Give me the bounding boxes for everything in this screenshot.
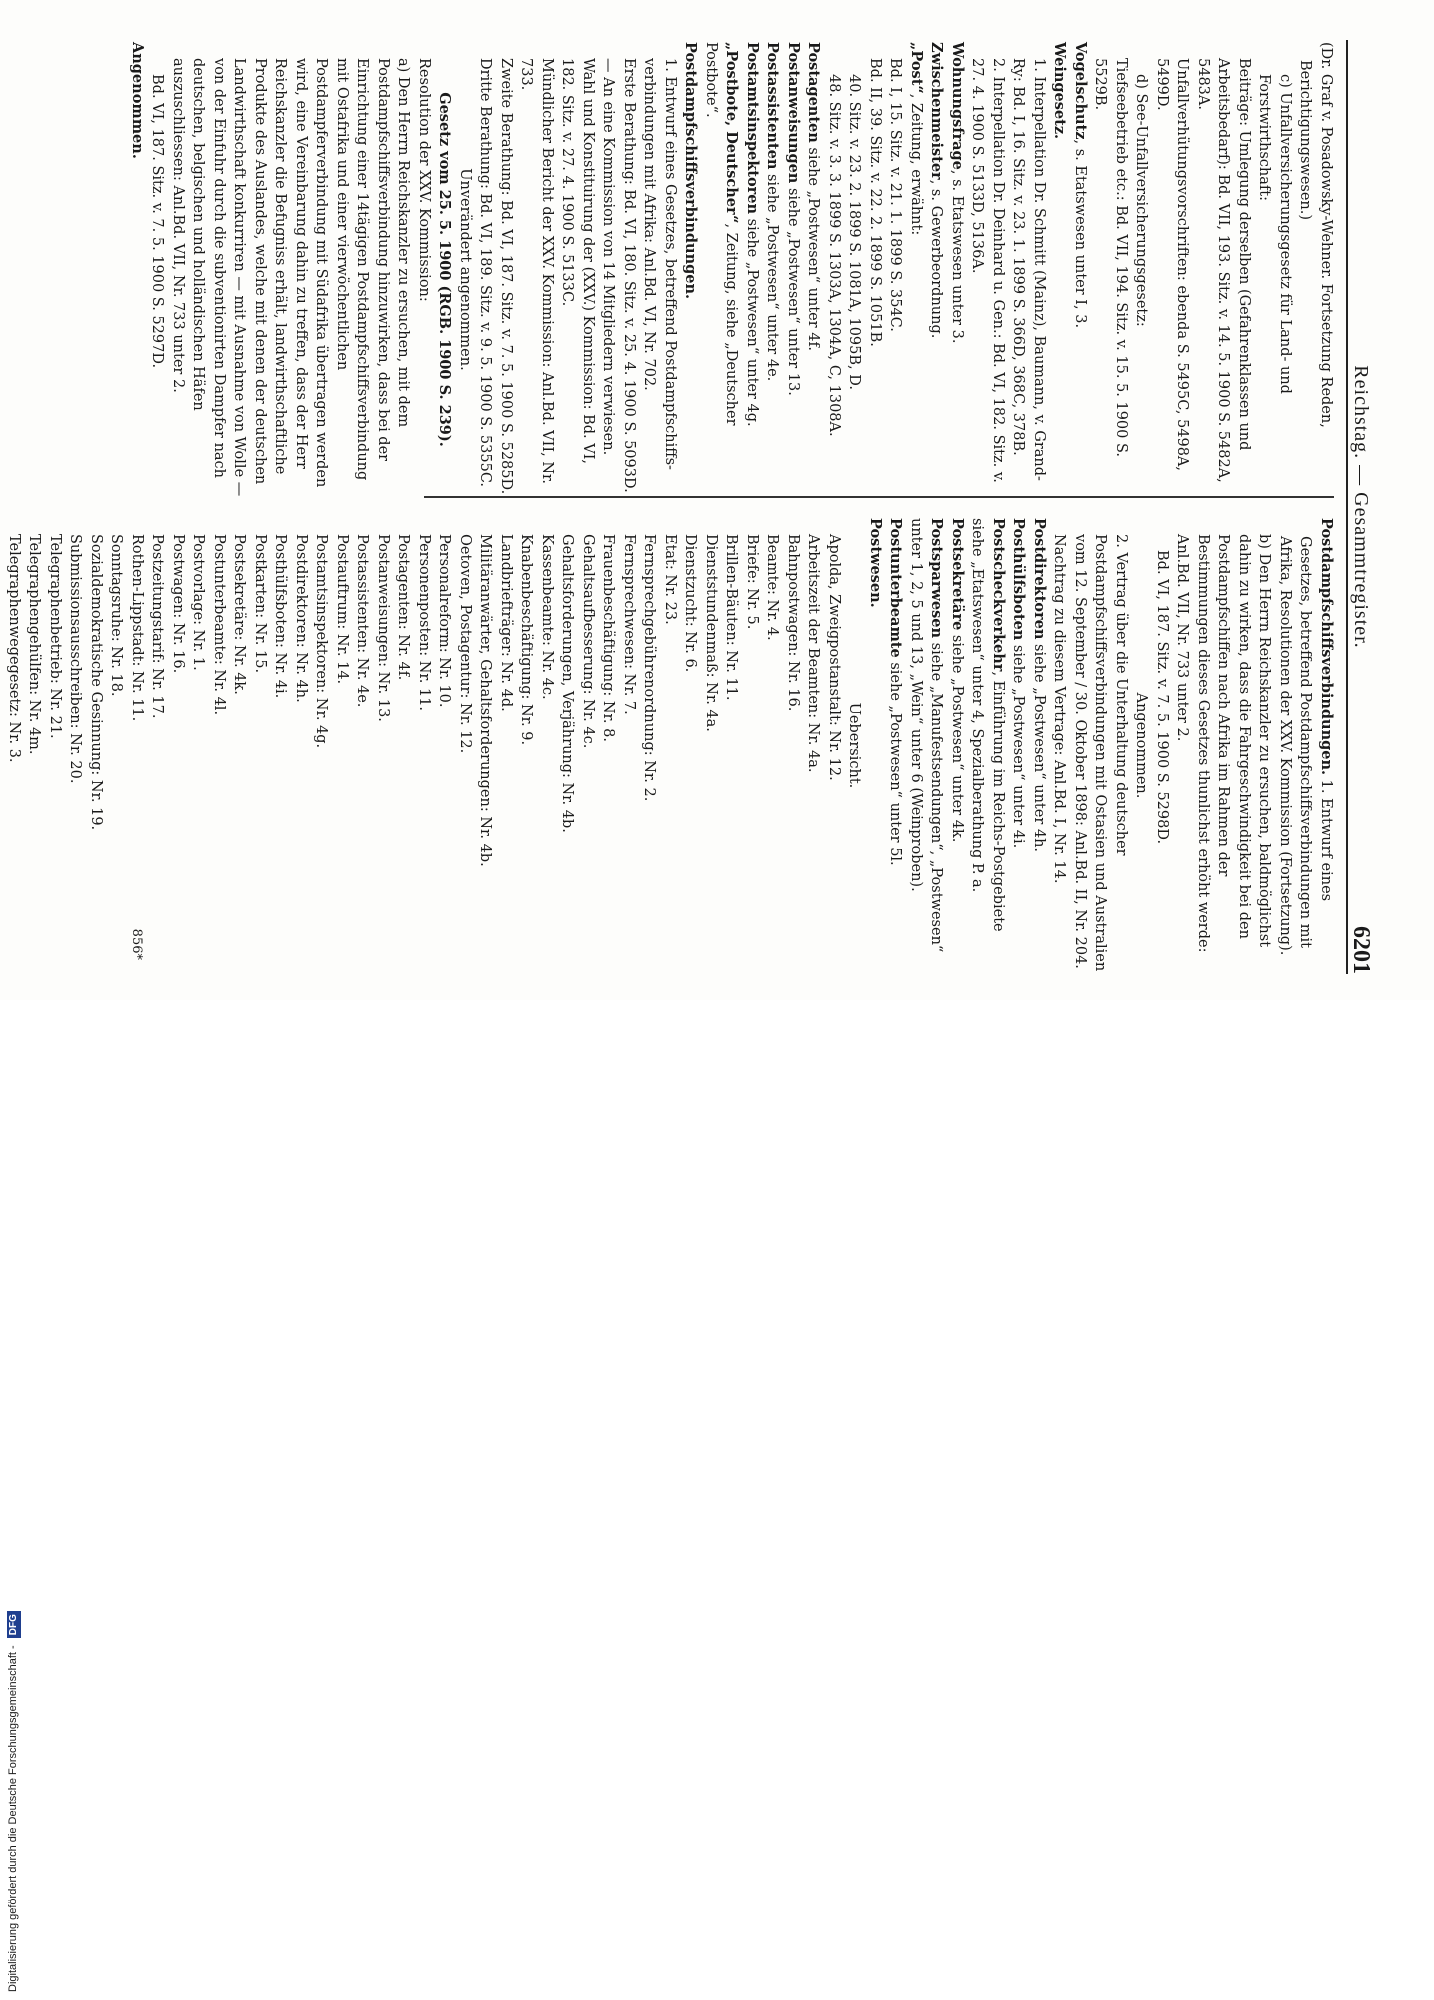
index-entry: Posthülfsboten siehe „Postwesen“ unter 4i. <box>1010 518 1028 849</box>
index-entry: 48. Sitz. v. 3. 3. 1899 S. 1303A, 1304A, C, 1308A. <box>826 74 842 437</box>
index-entry: Postassistenten: Nr. 4e. <box>354 534 371 708</box>
index-entry: d) See-Unfallversicherungsgesetz: <box>1133 74 1150 327</box>
left-column <box>127 42 1337 497</box>
index-entry: Postdirektoren siehe „Postwesen“ unter 4h. <box>1031 518 1048 853</box>
index-entry: Personalreform: Nr. 10. <box>436 534 453 708</box>
index-entry: Postdirektoren: Nr. 4h. <box>293 534 309 703</box>
index-entry: (Dr. Graf v. Posadowsky-Wehner. Fortsetzung Reden, Berichtigungswesen.) <box>1297 42 1334 428</box>
index-entry: Landbriefträger: Nr. 4d. <box>498 534 514 712</box>
page-number: 6201 <box>1348 926 1374 974</box>
index-entry: 2. Vertrag über die Unterhaltung deutscher Postdampfschiffsverbindungen mit Ostasien und Australien vom 12. September / 30. Oktober 1898: Anl.Bd. II, Nr. 204. <box>1072 534 1129 972</box>
index-entry: Knabenbeschäftigung: Nr. 9. <box>518 534 535 746</box>
index-entry: 1. Interpellation Dr. Schmitt (Mainz), Baumann, v. Grand-Ry: Bd. I, 16. Sitz. v. 23. 1. 1899 S. 366D, 368C, 378B. <box>1010 58 1047 481</box>
index-entry: Gehaltsforderungen, Verjährung: Nr. 4b. <box>559 534 576 833</box>
index-entry: Postvorlage: Nr. 1. <box>190 534 207 671</box>
index-entry: Dienststundenmaß: Nr. 4a. <box>703 534 719 732</box>
index-entry: Postauftrum: Nr. 14. <box>334 534 350 685</box>
index-entry: Gehaltsaufbesserung: Nr. 4c. <box>580 534 596 749</box>
page-header <box>1344 40 1384 974</box>
index-entry: Unverändert angenommen. <box>457 168 473 371</box>
dfg-logo: DFG <box>7 1611 21 1638</box>
index-entry: Postscheckverkehr, Einführung im Reichs-Postgebiete siehe „Etatswesen“ unter 4, Spezialberathung P. a. <box>969 518 1007 932</box>
right-column <box>0 518 1336 973</box>
index-entry: Bd. VI, 187. Sitz. v. 7. 5. 1900 S. 5297D. <box>149 74 166 369</box>
index-entry: Postsekretäre siehe „Postwesen“ unter 4k. <box>949 518 966 843</box>
index-entry: Angenommen. <box>129 42 146 159</box>
index-entry: Dritte Berathung: Bd. VI, 189. Sitz. v. 9. 5. 1900 S. 5355C. <box>477 58 494 488</box>
index-entry: Rothen-Lippstadt: Nr. 11. <box>129 534 145 722</box>
index-entry: Postassistenten siehe „Postwesen“ unter 4e. <box>764 42 782 382</box>
index-entry: Postsparwesen siehe „Manufestsendungen“, „Postwesen“ unter 1, 2, 5 und 13, „Wein“ unter 6 (Weinproben). <box>908 518 946 953</box>
index-entry: Brillen-Bäuten: Nr. 11. <box>723 534 740 701</box>
index-entry: Sozialdemokratische Gesinnung: Nr. 19. <box>88 534 104 831</box>
index-entry: Postamtsinspektoren: Nr. 4g. <box>313 534 330 749</box>
signature-mark: 856* <box>129 928 144 960</box>
index-entry: Submissionsausschreiben: Nr. 20. <box>67 534 84 784</box>
index-entry: Zwischenmeister, s. Gewerbeordnung. <box>928 42 946 339</box>
index-entry: Fernsprechgebührenordnung: Nr. 2. <box>641 534 658 802</box>
index-entry: Postkarten: Nr. 15. <box>252 534 268 674</box>
index-entry: Postdampfschiffsverbindungen. 1. Entwurf eines Gesetzes, betreffend Postdampfschiffsverbindungen mit Afrika, Resolutionen der XXV. Kommission (Fortsetzung). <box>1277 518 1335 956</box>
header-rule <box>1346 40 1348 974</box>
index-entry: Postagenten: Nr. 4f. <box>395 534 412 681</box>
index-entry: Postwesen. <box>867 518 884 608</box>
digitization-text: Digitalisierung gefördert durch die Deutsche Forschungsgemeinschaft - <box>7 1645 19 1992</box>
index-entry: Zweite Berathung: Bd. VI, 187. Sitz. v. 7. 5. 1900 S. 5285D. <box>498 58 514 495</box>
index-entry: Etat: Nr. 23. <box>662 534 678 625</box>
index-entry: Weingesetz. <box>1051 42 1069 140</box>
index-entry: Arbeitszeit der Beamten: Nr. 4a. <box>805 534 822 773</box>
index-entry: b) Den Herrn Reichskanzler zu ersuchen, baldmöglichst dahin zu wirken, dass die Fahrgeschwindigkeit bei den Postdampfschiffen nach Afrika im Rahmen der Bestimmungen dieses Gesetzes thunlichst erhöht werde: Anl.Bd. VII, Nr. 733 unter 2. <box>1174 534 1273 953</box>
index-entry: Postdampfschiffsverbindungen. <box>682 42 700 300</box>
index-entry: Posthülfsboten: Nr. 4i. <box>272 534 289 699</box>
index-entry: Kassenbeamte: Nr. 4c. <box>539 534 555 700</box>
index-entry: 1. Entwurf eines Gesetzes, betreffend Postdampfschiffs-verbindungen mit Afrika: Anl.Bd. VI, Nr. 702. <box>641 58 678 470</box>
index-entry: Erste Berathung: Bd. VI, 180. Sitz. v. 25. 4. 1900 S. 5093D. — An eine Kommission von 14 Mitgliedern verwiesen. <box>600 58 637 493</box>
index-entry: Postunterbeamte: Nr. 4l. <box>211 534 227 716</box>
index-entry: a) Den Herrn Reichskanzler zu ersuchen, mit dem Postdampfschiffsverbindung hinzuwirken, dass bei der Einrichtung einer 14tägigen Postdampfschiffsverbindung mit Ostafrika und einer vierwöchentlichen Postdampferverbindung mit Südafrika übertragen werden wird, eine Vereinbarung dahin zu treffen, dass der Herr Reichskanzler die Befugniss erhält, landwirthschaftliche Produkte des Auslandes, welche mit denen der deutschen Landwirthschaft konkurriren — mit Ausnahme von Wolle — von der Einfuhr durch die subventionirten Dampfer nach deutschen, belgischen und holländischen Häfen auszuschliessen: Anl.Bd. VII, Nr. 733 unter 2. <box>170 58 412 497</box>
index-entry: Resolution der XXV. Kommission: <box>416 58 432 302</box>
index-entry: Angenommen. <box>1133 692 1150 799</box>
index-entry: Postwagen: Nr. 16. <box>170 534 186 674</box>
index-entry: Dienstzucht: Nr. 6. <box>682 534 699 673</box>
index-entry: Postanweisungen: Nr. 13. <box>375 534 391 722</box>
index-entry: Unfallverhütungsvorschriften: ebenda S. 5495C, 5498A, 5499D. <box>1154 58 1191 472</box>
index-entry: Militäranwärter, Gehaltsforderungen: Nr. 4b. <box>477 534 494 867</box>
index-entry: Wohnungsfrage, s. Etatswesen unter 3. <box>949 42 966 344</box>
index-entry: Tiefseebetrieb etc.: Bd. VII, 194. Sitz. v. 15. 5. 1900 S. 5529B. <box>1092 58 1129 458</box>
index-entry: Oetoven, Postagentur: Nr. 12. <box>457 534 473 754</box>
index-entry: „Postbote, Deutscher“, Zeitung, siehe „Deutscher Postbote“. <box>703 42 741 426</box>
index-entry: Personenposten: Nr. 11. <box>416 534 432 712</box>
index-entry: Postanweisungen siehe „Postwesen“ unter 13. <box>785 42 802 396</box>
index-entry: Uebersicht. <box>846 702 863 789</box>
index-entry: Nachtrag zu diesem Vertrage: Anl.Bd. I, Nr. 14. <box>1051 534 1068 884</box>
index-entry: Bd. II, 39. Sitz. v. 22. 2. 1899 S. 1051B. <box>867 58 883 347</box>
index-entry: Postsekretäre: Nr. 4k. <box>231 534 248 695</box>
index-entry: Fernsprechwesen: Nr. 7. <box>621 534 637 715</box>
running-head: Reichstag. — Gesammtregister. <box>1350 365 1372 649</box>
index-entry: Telegraphenbetrieb: Nr. 21. <box>47 534 63 739</box>
index-entry: Bahnpostwagen: Nr. 16. <box>785 534 801 712</box>
index-entry: Frauenbeschäftigung: Nr. 8. <box>600 534 617 742</box>
index-entry: Bd. I, 15. Sitz. v. 21. 1. 1899 S. 354C. <box>887 58 904 332</box>
digitization-note <box>2 1000 24 2000</box>
index-entry: Bd. VI, 187. Sitz. v. 7. 5. 1900 S. 5298D. <box>1154 550 1170 845</box>
index-entry: 2. Interpellation Dr. Deinhard u. Gen.: Bd. VI, 182. Sitz. v. 27. 4. 1900 S. 5133D, 5136A. <box>969 58 1006 483</box>
column-divider <box>424 496 1334 498</box>
index-entry: Sonntagsruhe: Nr. 18. <box>108 534 125 697</box>
index-entry: c) Unfallversicherungsgesetz für Land- und Forstwirthschaft: <box>1256 74 1293 394</box>
index-entry: Mündlicher Bericht der XXV. Kommission: Anl.Bd. VII, Nr. 733. <box>518 58 555 484</box>
index-entry: Apolda, Zweigpostanstalt: Nr. 12. <box>826 534 842 781</box>
index-entry: Gesetz vom 25. 5. 1900 (RGB. 1900 S. 239). <box>436 92 454 447</box>
index-entry: Briefe: Nr. 5. <box>744 534 760 630</box>
index-entry: „Post“, Zeitung, erwähnt: <box>908 42 925 236</box>
index-entry: Postunterbeamte siehe „Postwesen“ unter 5l. <box>887 518 905 866</box>
index-entry: 40. Sitz. v. 23. 2. 1899 S. 1081A, 1095B, D. <box>846 74 863 390</box>
index-entry: Telegraphenwegegesetz: Nr. 3. <box>6 534 22 763</box>
index-entry: Vogelschutz, s. Etatswesen unter I, 3. <box>1072 42 1089 329</box>
index-entry: Postamtsinspektoren siehe „Postwesen“ unter 4g. <box>744 42 761 427</box>
index-entry: Wahl und Konstituirung der (XXV.) Kommission: Bd. VI, 182. Sitz. v. 27. 4. 1900 S. 5133C. <box>559 58 596 465</box>
index-entry: Postagenten siehe „Postwesen“ unter 4f. <box>805 42 823 351</box>
index-entry: Postzeitungstarif: Nr. 17. <box>149 534 166 719</box>
index-entry: Beiträge: Umlegung derselben (Gefahrenklassen und Arbeitsbedarf): Bd. VII, 193. Sitz. v. 14. 5. 1900 S. 5482A, 5483A. <box>1195 58 1252 483</box>
index-entry: Beamte: Nr. 4. <box>764 534 781 641</box>
index-entry: Telegraphengehülfen: Nr. 4m. <box>26 534 43 755</box>
